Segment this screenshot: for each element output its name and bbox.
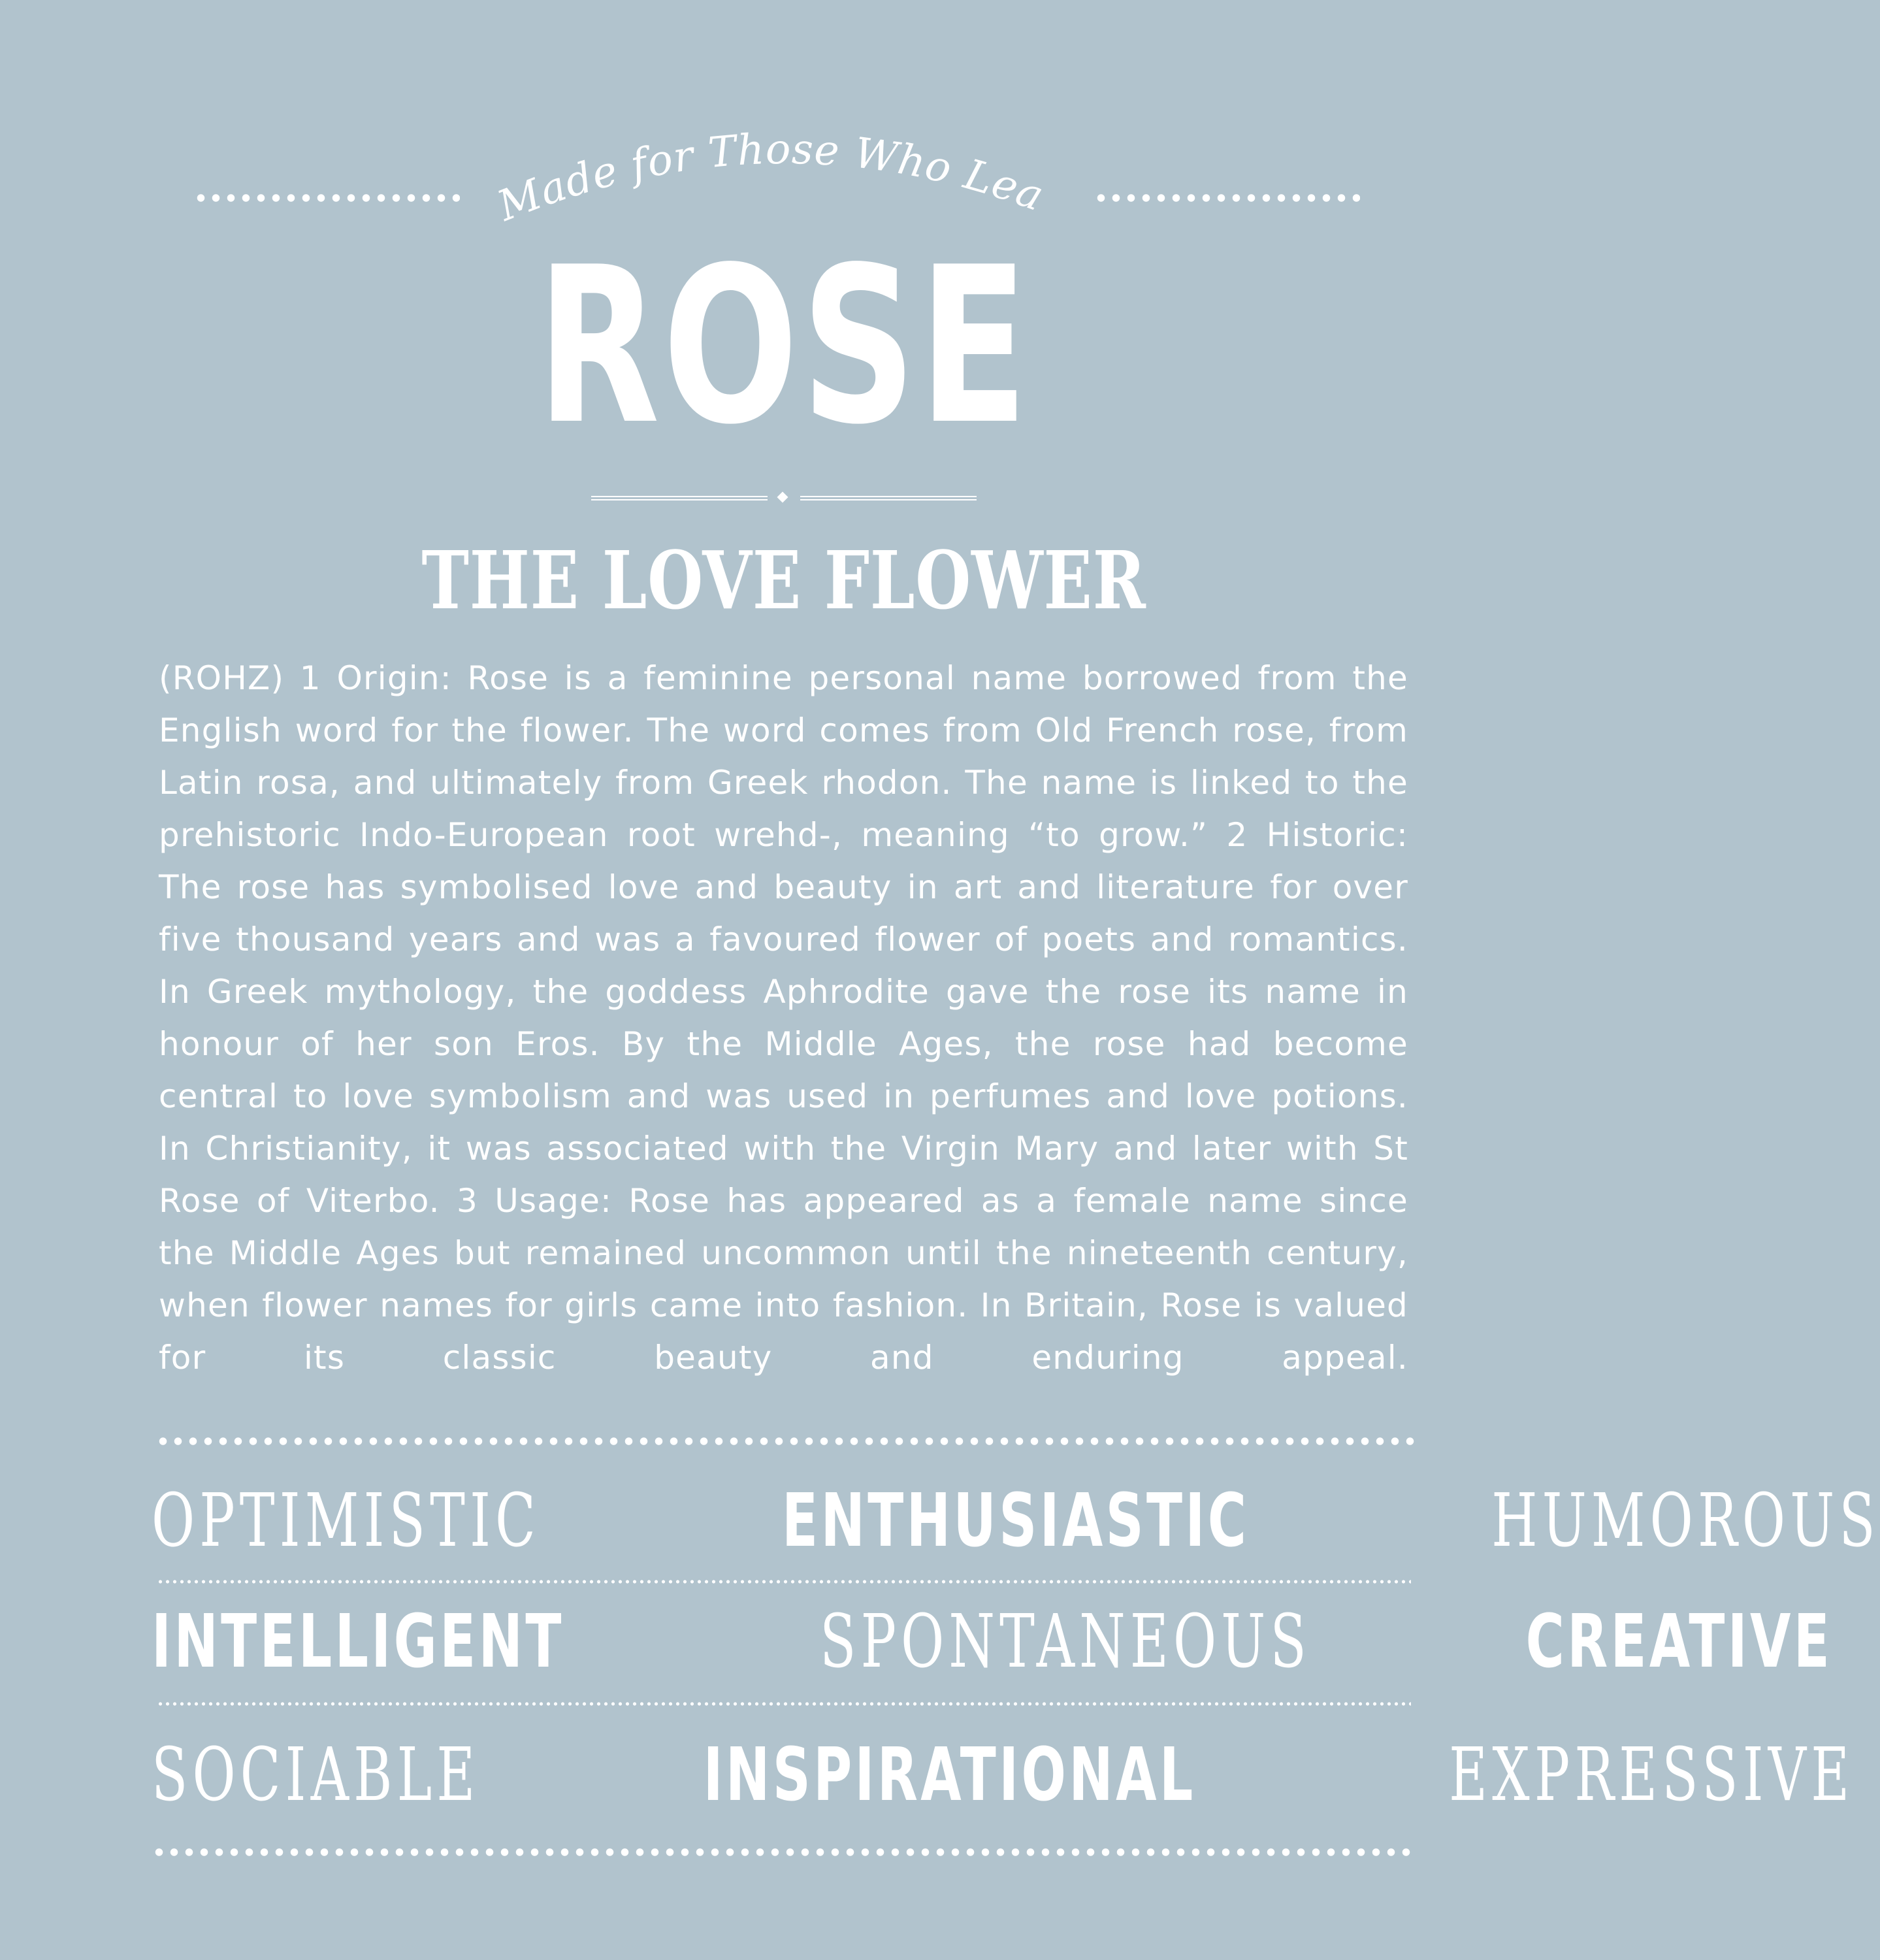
trait-word: HUMOROUS (1491, 1478, 1880, 1563)
dotted-rule-thin (157, 1702, 1411, 1706)
name-description: (ROHZ) 1 Origin: Rose is a feminine personal name borrowed from the English word for the flower. The word comes from Old French rose, from Latin rosa, and ultimately from Greek rhodon. The name is linked to the prehistoric Indo-European root wrehd-, meaning “to grow.” 2 Historic: The rose has symbolised love and beauty in art and literature for over five thousand years and was a favoured flower of poets and romantics. In Greek mythology, the goddess Aphrodite gave the rose its name in honour of her son Eros. By the Middle Ages, the rose had become central to love symbolism and was used in perfumes and love potions. In Christianity, it was associated with the Virgin Mary and later with St Rose of Viterbo. 3 Usage: Rose has appeared as a female name since the Middle Ages but remained uncommon until the nineteenth century, when flower names for girls came into fashion. In Britain, Rose is valued for its classic beauty and enduring appeal. (159, 659, 1408, 1377)
trait-word: INSPIRATIONAL (703, 1733, 1196, 1818)
trait-row (152, 1478, 1880, 1563)
divider-line-left (591, 496, 768, 500)
trait-word: CREATIVE (1525, 1599, 1833, 1684)
dotted-rule-thin (157, 1580, 1411, 1584)
trait-word: OPTIMISTIC (152, 1478, 541, 1563)
trait-row (152, 1733, 1855, 1818)
name-title: ROSE (536, 221, 1031, 472)
dotted-rule-bottom (152, 1848, 1414, 1856)
dotted-rule-traits-top (155, 1437, 1418, 1445)
trait-word: EXPRESSIVE (1449, 1733, 1855, 1818)
trait-word: ENTHUSIASTIC (782, 1478, 1250, 1563)
trait-row (152, 1599, 1833, 1684)
name-meaning-subtitle: THE LOVE FLOWER (421, 533, 1146, 627)
svg-text:Made for Those Who Lead (444, 60, 1050, 231)
ornamental-divider (591, 493, 977, 505)
trait-word: SOCIABLE (152, 1733, 480, 1818)
trait-word: SPONTANEOUS (820, 1599, 1312, 1684)
tagline-text: Made for Those Who Lead (444, 60, 1050, 231)
dotted-rule-top-right (1094, 194, 1360, 202)
dotted-rule-top-left (193, 194, 460, 202)
trait-word: INTELLIGENT (152, 1599, 564, 1684)
divider-line-right (800, 496, 977, 500)
divider-diamond-icon (777, 492, 788, 503)
